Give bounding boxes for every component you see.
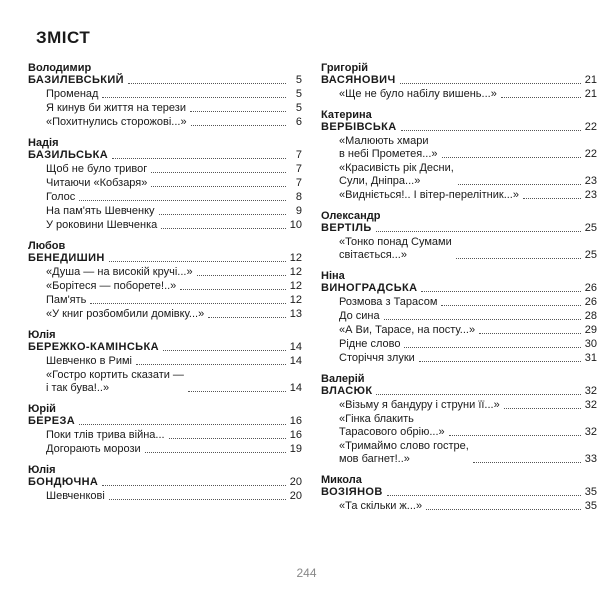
work	[28, 116, 302, 129]
work-title: «Видніється!.. І вітер-перелітник...»	[339, 189, 519, 201]
author	[28, 476, 302, 489]
work-page: 25	[584, 249, 597, 261]
author-page: 32	[584, 385, 597, 397]
work-title: Пам'ять	[46, 294, 87, 306]
author-entry	[28, 403, 302, 456]
work-title: «У книг розбомбили домівку...»	[46, 308, 205, 320]
author-entry	[321, 270, 597, 365]
author-title: ВЛАСЮК	[321, 385, 373, 397]
author	[321, 486, 597, 499]
dot-leader	[419, 361, 581, 362]
work-title: «Візьму я бандуру і струни її...»	[339, 399, 500, 411]
dot-leader	[400, 83, 581, 84]
author-page: 25	[584, 222, 597, 234]
dot-leader	[161, 228, 286, 229]
work-title: На пам'ять Шевченку	[46, 205, 155, 217]
author-first-name: Ніна	[321, 270, 345, 282]
work-page: 9	[295, 205, 302, 217]
dot-leader	[102, 97, 286, 98]
dot-leader	[151, 172, 286, 173]
dot-leader	[208, 317, 286, 318]
work	[28, 294, 302, 307]
dot-leader	[449, 435, 581, 436]
work-title: Читаючи «Кобзаря»	[46, 177, 148, 189]
work	[28, 280, 302, 293]
author	[28, 415, 302, 428]
author	[28, 74, 302, 87]
work-page: 8	[295, 191, 302, 203]
work-title: «Ще не було набілу вишень...»	[339, 88, 497, 100]
work-title: Я кинув би життя на терези	[46, 102, 186, 114]
work	[28, 177, 302, 190]
work	[321, 296, 597, 309]
author	[321, 222, 597, 235]
author-page: 26	[584, 282, 597, 294]
work-title: «Борітеся — поборете!..»	[46, 280, 177, 292]
work-page: 12	[289, 266, 302, 278]
dot-leader	[441, 305, 580, 306]
work-page: 14	[289, 355, 302, 367]
work-title: Розмова з Тарасом	[339, 296, 438, 308]
dot-leader	[504, 408, 581, 409]
author-title: ВОЗІЯНОВ	[321, 486, 383, 498]
work-page: 10	[289, 219, 302, 231]
work	[28, 266, 302, 279]
work-title: Рідне слово	[339, 338, 401, 350]
dot-leader	[456, 258, 581, 259]
author-first-name: Катерина	[321, 109, 372, 121]
author-first-name: Надія	[28, 137, 59, 149]
work	[321, 162, 597, 188]
author-first-name: Любов	[28, 240, 66, 252]
work	[321, 500, 597, 513]
author-title: БОНДЮЧНА	[28, 476, 99, 488]
work-page: 12	[289, 280, 302, 292]
author-first-name: Микола	[321, 474, 362, 486]
dot-leader	[473, 462, 581, 463]
dot-leader	[376, 231, 581, 232]
dot-leader	[90, 303, 285, 304]
dot-leader	[112, 158, 286, 159]
work-page: 12	[289, 294, 302, 306]
work	[28, 355, 302, 368]
author-entry	[321, 109, 597, 202]
author-page: 35	[584, 486, 597, 498]
author-first-name: Юрій	[28, 403, 56, 415]
work	[321, 236, 597, 262]
work-title: «Тримаймо слово гостре, мов багнет!..»	[339, 440, 469, 465]
dot-leader	[442, 157, 581, 158]
work-page: 32	[584, 426, 597, 438]
author	[321, 74, 597, 87]
page-number: 244	[296, 566, 317, 580]
author-entry	[28, 464, 302, 503]
work	[321, 324, 597, 337]
author-title: БАЗИЛЕВСЬКИЙ	[28, 74, 124, 86]
work-page: 7	[295, 177, 302, 189]
dot-leader	[188, 391, 286, 392]
work-page: 5	[295, 88, 302, 100]
dot-leader	[458, 184, 581, 185]
dot-leader	[190, 111, 286, 112]
work-page: 29	[584, 324, 597, 336]
work	[321, 135, 597, 161]
author-title: ВАСЯНОВИЧ	[321, 74, 396, 86]
author-title: ВЕРБІВСЬКА	[321, 121, 397, 133]
dot-leader	[145, 452, 286, 453]
toc-column-left	[28, 62, 302, 511]
work	[28, 219, 302, 232]
author-first-name: Юлія	[28, 464, 56, 476]
author-title: БАЗИЛЬСЬКА	[28, 149, 109, 161]
author-page: 21	[584, 74, 597, 86]
dot-leader	[151, 186, 286, 187]
dot-leader	[180, 289, 285, 290]
work-title: До сина	[339, 310, 380, 322]
author-page: 14	[289, 341, 302, 353]
dot-leader	[159, 214, 286, 215]
work	[28, 308, 302, 321]
work-page: 30	[584, 338, 597, 350]
work	[28, 88, 302, 101]
work-page: 13	[289, 308, 302, 320]
dot-leader	[401, 130, 581, 131]
work-title: Голос	[46, 191, 76, 203]
author-first-name: Юлія	[28, 329, 56, 341]
author-title: БЕРЕЗА	[28, 415, 76, 427]
dot-leader	[523, 198, 581, 199]
dot-leader	[79, 200, 286, 201]
author-title: ВЕРТІЛЬ	[321, 222, 372, 234]
author-title: ВИНОГРАДСЬКА	[321, 282, 418, 294]
dot-leader	[163, 350, 286, 351]
work-page: 19	[289, 443, 302, 455]
work-title: Догорають морози	[46, 443, 141, 455]
dot-leader	[404, 347, 580, 348]
work-title: Променад	[46, 88, 99, 100]
work-title: «А Ви, Тарасе, на посту...»	[339, 324, 476, 336]
dot-leader	[197, 275, 286, 276]
work-page: 33	[584, 453, 597, 465]
work-title: «Гостро кортить сказати — і так бува!..»	[46, 369, 184, 394]
work	[321, 352, 597, 365]
author-entry	[321, 210, 597, 262]
work-page: 20	[289, 490, 302, 502]
work-page: 14	[289, 382, 302, 394]
work-page: 16	[289, 429, 302, 441]
author-first-name: Володимир	[28, 62, 92, 74]
dot-leader	[128, 83, 286, 84]
dot-leader	[79, 424, 286, 425]
author-entry	[321, 474, 597, 513]
author	[28, 252, 302, 265]
work-title: Шевченкові	[46, 490, 105, 502]
author-entry	[28, 137, 302, 232]
work-title: Поки тлів трива війна...	[46, 429, 165, 441]
work-page: 32	[584, 399, 597, 411]
work	[321, 399, 597, 412]
work-page: 35	[584, 500, 597, 512]
author	[28, 149, 302, 162]
author-page: 20	[289, 476, 302, 488]
dot-leader	[384, 319, 581, 320]
work-page: 23	[584, 189, 597, 201]
work-page: 31	[584, 352, 597, 364]
dot-leader	[109, 499, 286, 500]
author-page: 12	[289, 252, 302, 264]
work	[28, 429, 302, 442]
author	[321, 282, 597, 295]
author-title: БЕРЕЖКО-КАМІНСЬКА	[28, 341, 159, 353]
work-page: 28	[584, 310, 597, 322]
author-page: 5	[295, 74, 302, 86]
dot-leader	[501, 97, 581, 98]
work	[321, 338, 597, 351]
work-title: «Красивість рік Десни, Сули, Дніпра...»	[339, 162, 454, 187]
author-entry	[28, 329, 302, 395]
work-page: 7	[295, 163, 302, 175]
dot-leader	[376, 394, 580, 395]
dot-leader	[191, 125, 286, 126]
author	[28, 341, 302, 354]
work	[28, 163, 302, 176]
page-title: ЗМІСТ	[36, 28, 91, 47]
work	[28, 102, 302, 115]
author-first-name: Григорій	[321, 62, 368, 74]
work-title: «Та скільки ж...»	[339, 500, 423, 512]
work-title: «Похитнулись сторожові...»	[46, 116, 187, 128]
toc-column-right	[321, 62, 597, 521]
work-title: «Душа — на високій кручі...»	[46, 266, 193, 278]
author-entry	[28, 62, 302, 129]
work	[321, 88, 597, 101]
work	[28, 490, 302, 503]
author-title: БЕНЕДИШИН	[28, 252, 105, 264]
dot-leader	[421, 291, 580, 292]
work	[321, 189, 597, 202]
work-title: Шевченко в Римі	[46, 355, 132, 367]
dot-leader	[136, 364, 286, 365]
work	[28, 443, 302, 456]
work	[28, 191, 302, 204]
author	[321, 385, 597, 398]
author-page: 22	[584, 121, 597, 133]
dot-leader	[479, 333, 581, 334]
work-title: Щоб не було тривог	[46, 163, 148, 175]
dot-leader	[426, 509, 581, 510]
work-title: У роковини Шевченка	[46, 219, 158, 231]
author-first-name: Олександр	[321, 210, 381, 222]
work-page: 22	[584, 148, 597, 160]
author-entry	[321, 373, 597, 466]
author-entry	[28, 240, 302, 321]
author-entry	[321, 62, 597, 101]
work	[28, 205, 302, 218]
work-title: «Тонко понад Сумами світається...»	[339, 236, 452, 261]
work-title: «Малюють хмари в небі Прометея...»	[339, 135, 438, 160]
dot-leader	[169, 438, 286, 439]
work	[321, 310, 597, 323]
work-page: 6	[295, 116, 302, 128]
author-page: 7	[295, 149, 302, 161]
author-page: 16	[289, 415, 302, 427]
dot-leader	[109, 261, 286, 262]
work-title: Сторіччя злуки	[339, 352, 415, 364]
work-page: 21	[584, 88, 597, 100]
author-first-name: Валерій	[321, 373, 365, 385]
dot-leader	[102, 485, 285, 486]
author	[321, 121, 597, 134]
work-title: «Гінка блакить Тарасового обрію...»	[339, 413, 445, 438]
work-page: 23	[584, 175, 597, 187]
work-page: 26	[584, 296, 597, 308]
work	[321, 440, 597, 466]
work	[321, 413, 597, 439]
work	[28, 369, 302, 395]
work-page: 5	[295, 102, 302, 114]
dot-leader	[387, 495, 581, 496]
